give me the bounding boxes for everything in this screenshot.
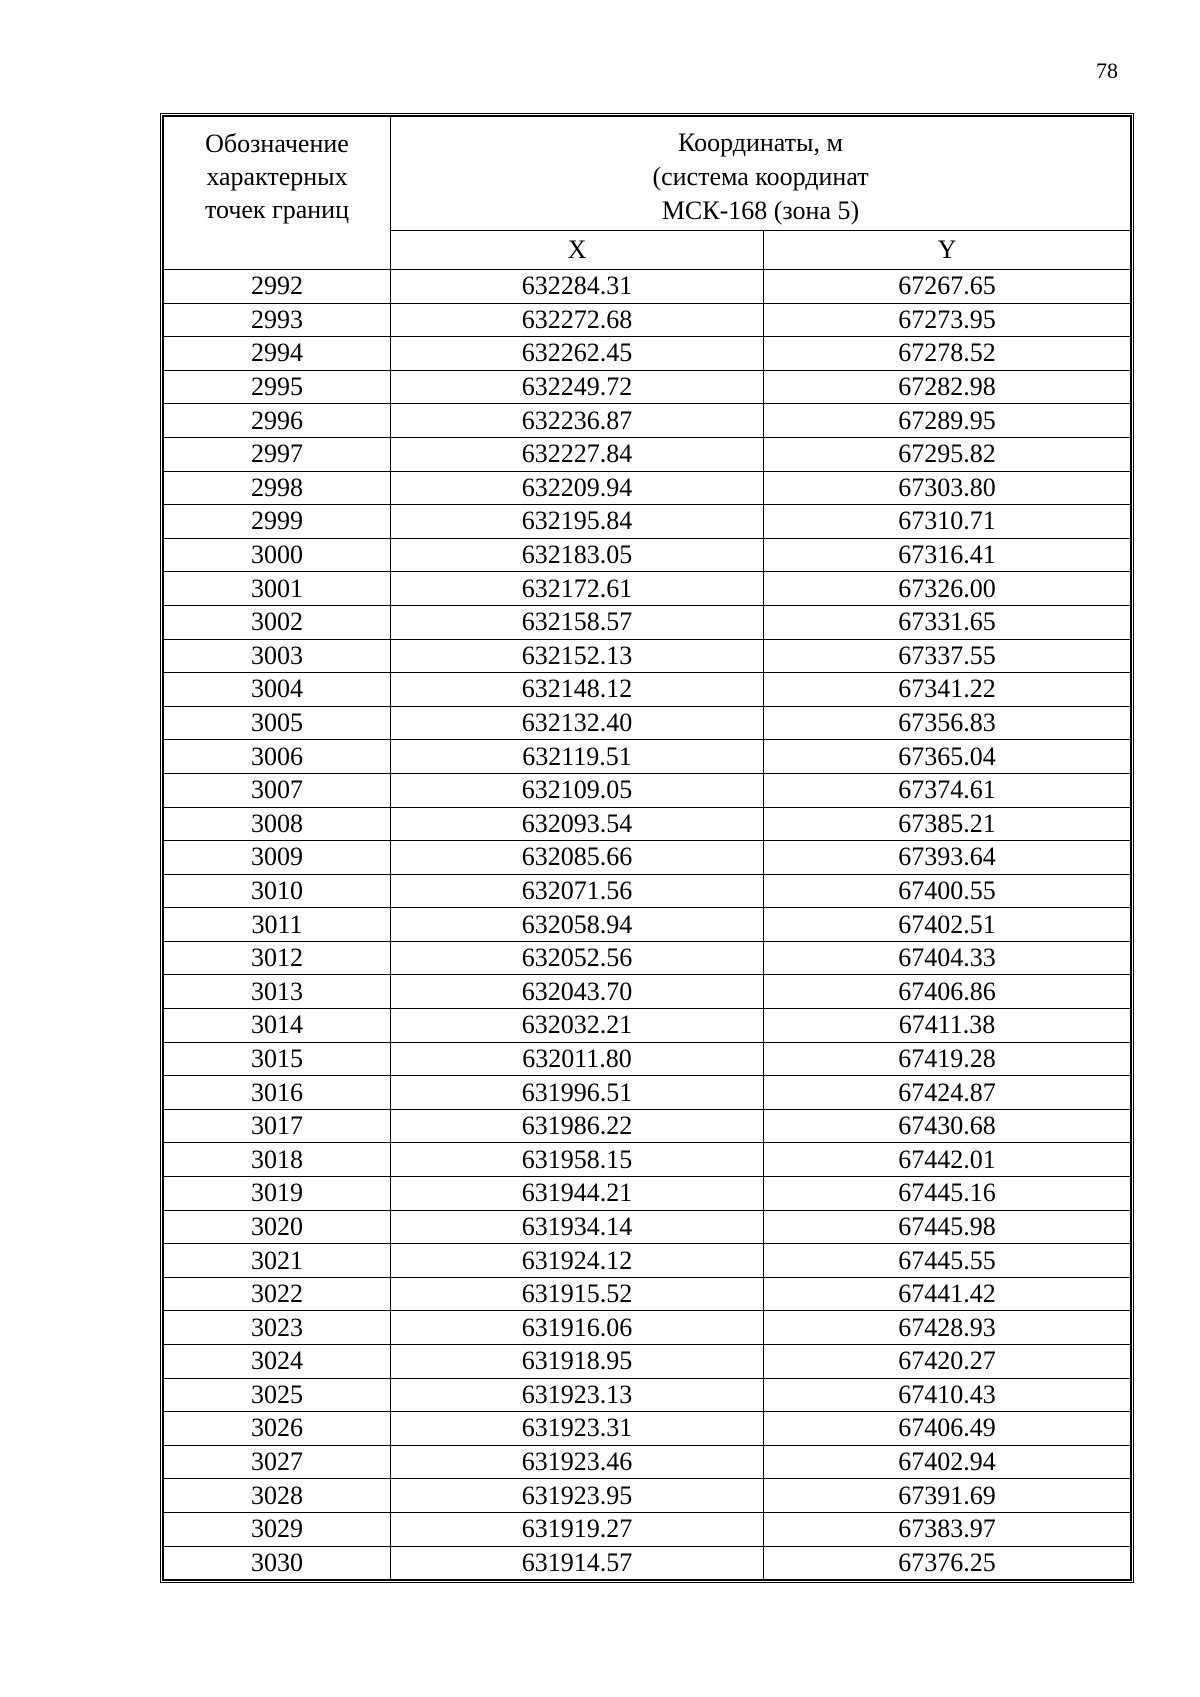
cell-x: 632284.31 xyxy=(391,270,764,304)
cell-x: 631923.95 xyxy=(391,1479,764,1513)
table-row xyxy=(164,841,1131,875)
cell-point: 3010 xyxy=(164,874,391,908)
cell-y: 67391.69 xyxy=(764,1479,1131,1513)
table-row xyxy=(164,1445,1131,1479)
cell-y: 67406.86 xyxy=(764,975,1131,1009)
cell-x: 631986.22 xyxy=(391,1109,764,1143)
cell-x: 631924.12 xyxy=(391,1244,764,1278)
table-row xyxy=(164,1378,1131,1412)
cell-x: 632172.61 xyxy=(391,572,764,606)
cell-x: 632132.40 xyxy=(391,706,764,740)
cell-point: 3020 xyxy=(164,1210,391,1244)
table-row xyxy=(164,874,1131,908)
cell-point: 3009 xyxy=(164,841,391,875)
header-point-designation: Обозначение характерных точек границ xyxy=(164,117,391,270)
cell-x: 632249.72 xyxy=(391,370,764,404)
cell-y: 67402.94 xyxy=(764,1445,1131,1479)
table-row xyxy=(164,270,1131,304)
cell-point: 3027 xyxy=(164,1445,391,1479)
cell-y: 67402.51 xyxy=(764,908,1131,942)
cell-point: 2996 xyxy=(164,404,391,438)
table-row xyxy=(164,1244,1131,1278)
cell-x: 631996.51 xyxy=(391,1076,764,1110)
cell-y: 67273.95 xyxy=(764,303,1131,337)
coordinates-table-frame xyxy=(160,113,1134,1583)
cell-y: 67406.49 xyxy=(764,1412,1131,1446)
cell-x: 631918.95 xyxy=(391,1345,764,1379)
table-row xyxy=(164,706,1131,740)
table-row xyxy=(164,337,1131,371)
cell-y: 67400.55 xyxy=(764,874,1131,908)
cell-point: 3011 xyxy=(164,908,391,942)
cell-y: 67303.80 xyxy=(764,471,1131,505)
table-row xyxy=(164,471,1131,505)
cell-y: 67331.65 xyxy=(764,605,1131,639)
cell-point: 3030 xyxy=(164,1546,391,1580)
cell-x: 632109.05 xyxy=(391,773,764,807)
cell-y: 67295.82 xyxy=(764,437,1131,471)
cell-x: 632058.94 xyxy=(391,908,764,942)
table-row xyxy=(164,975,1131,1009)
cell-point: 3000 xyxy=(164,538,391,572)
cell-x: 631915.52 xyxy=(391,1277,764,1311)
cell-point: 3007 xyxy=(164,773,391,807)
table-row xyxy=(164,1143,1131,1177)
header-coordinates: Координаты, м (система координат МСК-168 (зона 5) xyxy=(391,117,1131,231)
cell-point: 3022 xyxy=(164,1277,391,1311)
page-number: 78 xyxy=(1096,58,1118,83)
cell-y: 67404.33 xyxy=(764,941,1131,975)
cell-point: 2993 xyxy=(164,303,391,337)
cell-y: 67383.97 xyxy=(764,1512,1131,1546)
table-row xyxy=(164,673,1131,707)
cell-x: 632071.56 xyxy=(391,874,764,908)
table-header xyxy=(164,117,1131,270)
table-row xyxy=(164,404,1131,438)
header-row-main xyxy=(164,117,1131,231)
cell-y: 67393.64 xyxy=(764,841,1131,875)
cell-x: 632148.12 xyxy=(391,673,764,707)
cell-x: 631914.57 xyxy=(391,1546,764,1580)
cell-x: 632085.66 xyxy=(391,841,764,875)
cell-y: 67289.95 xyxy=(764,404,1131,438)
table-row xyxy=(164,303,1131,337)
cell-y: 67445.55 xyxy=(764,1244,1131,1278)
header-y: Y xyxy=(764,231,1131,270)
cell-y: 67341.22 xyxy=(764,673,1131,707)
cell-x: 632227.84 xyxy=(391,437,764,471)
cell-y: 67411.38 xyxy=(764,1009,1131,1043)
cell-y: 67428.93 xyxy=(764,1311,1131,1345)
cell-y: 67267.65 xyxy=(764,270,1131,304)
cell-x: 632262.45 xyxy=(391,337,764,371)
table-row xyxy=(164,1042,1131,1076)
cell-x: 632209.94 xyxy=(391,471,764,505)
table-row xyxy=(164,908,1131,942)
table-row xyxy=(164,1546,1131,1580)
cell-x: 632032.21 xyxy=(391,1009,764,1043)
cell-y: 67356.83 xyxy=(764,706,1131,740)
cell-point: 2999 xyxy=(164,505,391,539)
cell-x: 631944.21 xyxy=(391,1177,764,1211)
cell-x: 632195.84 xyxy=(391,505,764,539)
cell-x: 631934.14 xyxy=(391,1210,764,1244)
cell-point: 3018 xyxy=(164,1143,391,1177)
cell-point: 2998 xyxy=(164,471,391,505)
cell-point: 3017 xyxy=(164,1109,391,1143)
cell-y: 67419.28 xyxy=(764,1042,1131,1076)
table-row xyxy=(164,1479,1131,1513)
cell-point: 3013 xyxy=(164,975,391,1009)
cell-y: 67310.71 xyxy=(764,505,1131,539)
cell-x: 631916.06 xyxy=(391,1311,764,1345)
cell-point: 2994 xyxy=(164,337,391,371)
table-row xyxy=(164,1009,1131,1043)
cell-y: 67278.52 xyxy=(764,337,1131,371)
table-row xyxy=(164,1345,1131,1379)
cell-point: 3016 xyxy=(164,1076,391,1110)
cell-x: 631923.46 xyxy=(391,1445,764,1479)
cell-y: 67365.04 xyxy=(764,740,1131,774)
cell-point: 2995 xyxy=(164,370,391,404)
cell-x: 631958.15 xyxy=(391,1143,764,1177)
header-x: X xyxy=(391,231,764,270)
cell-point: 3008 xyxy=(164,807,391,841)
table-row xyxy=(164,1210,1131,1244)
cell-point: 3001 xyxy=(164,572,391,606)
cell-x: 632052.56 xyxy=(391,941,764,975)
table-row xyxy=(164,538,1131,572)
cell-x: 632183.05 xyxy=(391,538,764,572)
table-row xyxy=(164,437,1131,471)
cell-point: 3025 xyxy=(164,1378,391,1412)
cell-y: 67410.43 xyxy=(764,1378,1131,1412)
cell-y: 67374.61 xyxy=(764,773,1131,807)
cell-point: 3006 xyxy=(164,740,391,774)
cell-point: 2997 xyxy=(164,437,391,471)
cell-y: 67445.16 xyxy=(764,1177,1131,1211)
cell-y: 67430.68 xyxy=(764,1109,1131,1143)
cell-point: 3004 xyxy=(164,673,391,707)
table-row xyxy=(164,1311,1131,1345)
cell-point: 3026 xyxy=(164,1412,391,1446)
table-row xyxy=(164,740,1131,774)
cell-point: 3003 xyxy=(164,639,391,673)
cell-point: 3029 xyxy=(164,1512,391,1546)
cell-y: 67282.98 xyxy=(764,370,1131,404)
table-row xyxy=(164,370,1131,404)
cell-y: 67326.00 xyxy=(764,572,1131,606)
table-row xyxy=(164,1277,1131,1311)
table-row xyxy=(164,941,1131,975)
table-row xyxy=(164,505,1131,539)
cell-point: 3012 xyxy=(164,941,391,975)
cell-y: 67441.42 xyxy=(764,1277,1131,1311)
table-row xyxy=(164,1076,1131,1110)
cell-y: 67420.27 xyxy=(764,1345,1131,1379)
cell-x: 632272.68 xyxy=(391,303,764,337)
cell-y: 67385.21 xyxy=(764,807,1131,841)
cell-x: 632043.70 xyxy=(391,975,764,1009)
cell-x: 632011.80 xyxy=(391,1042,764,1076)
table-row xyxy=(164,1512,1131,1546)
cell-x: 632152.13 xyxy=(391,639,764,673)
cell-point: 2992 xyxy=(164,270,391,304)
cell-y: 67445.98 xyxy=(764,1210,1131,1244)
cell-y: 67442.01 xyxy=(764,1143,1131,1177)
cell-point: 3015 xyxy=(164,1042,391,1076)
cell-y: 67376.25 xyxy=(764,1546,1131,1580)
cell-point: 3023 xyxy=(164,1311,391,1345)
table-row xyxy=(164,807,1131,841)
cell-point: 3028 xyxy=(164,1479,391,1513)
cell-point: 3019 xyxy=(164,1177,391,1211)
cell-x: 631923.13 xyxy=(391,1378,764,1412)
cell-point: 3002 xyxy=(164,605,391,639)
table-row xyxy=(164,1177,1131,1211)
cell-point: 3024 xyxy=(164,1345,391,1379)
cell-x: 631923.31 xyxy=(391,1412,764,1446)
cell-x: 632119.51 xyxy=(391,740,764,774)
table-row xyxy=(164,572,1131,606)
table-body xyxy=(164,270,1131,1580)
table-row xyxy=(164,605,1131,639)
cell-x: 631919.27 xyxy=(391,1512,764,1546)
cell-point: 3021 xyxy=(164,1244,391,1278)
table-row xyxy=(164,773,1131,807)
cell-y: 67337.55 xyxy=(764,639,1131,673)
table-row xyxy=(164,1109,1131,1143)
cell-x: 632236.87 xyxy=(391,404,764,438)
table-row xyxy=(164,639,1131,673)
cell-x: 632093.54 xyxy=(391,807,764,841)
cell-point: 3005 xyxy=(164,706,391,740)
cell-x: 632158.57 xyxy=(391,605,764,639)
cell-y: 67424.87 xyxy=(764,1076,1131,1110)
cell-point: 3014 xyxy=(164,1009,391,1043)
cell-y: 67316.41 xyxy=(764,538,1131,572)
table-row xyxy=(164,1412,1131,1446)
coordinates-table xyxy=(163,116,1131,1580)
